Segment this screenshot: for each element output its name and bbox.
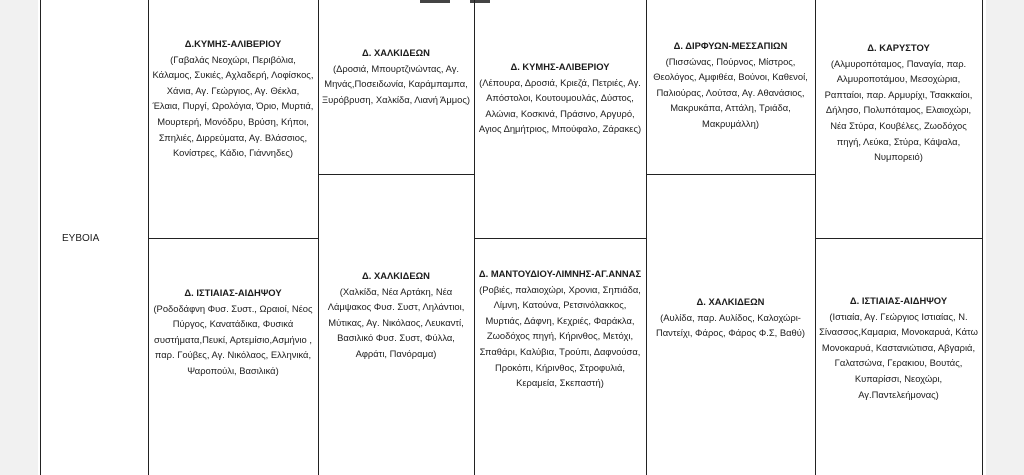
cell-col2-bottom: [318, 268, 474, 362]
places-list: (Ροδοδάφνη Φυσ. Συστ., Ωραιοί, Νέος Πύργος, Κανατάδικα, Φυσικά συστήματα,Πευκί, Αρτεμίσιο,Ασμήνιο , παρ. Γούβες, Αγ. Νικόλαος, Ελληνικά, Ψαροπούλι, Βασιλικά): [153, 302, 313, 376]
places-list: (Δροσιά, Μπουρτζινώντας, Αγ. Μηνάς,Ποσειδωνία, Καράμπαμπα, Ξυρόβρυση, Χαλκίδα, Λιανή Άμμος): [322, 62, 470, 105]
places-list: (Ιστιαία, Αγ. Γεώργιος Ιστιαίας, Ν. Σίνασσος,Καμαρια, Μονοκαρυά, Κάτω Μονοκαρυά, Καστανιώτισα, Αβγαριά, Γαλατσώνα, Γερακιου, Βουτάς, Κυπαρίσσι, Νεοχώρι, Αγ.Παντελεήμονας): [819, 310, 978, 400]
table-border-right: [982, 0, 983, 475]
cell-col1-bottom: [148, 285, 318, 379]
row-divider-col3: [474, 238, 646, 239]
cell-col3-bottom: [474, 266, 646, 391]
places-list: (Πισσώνας, Πούρνος, Μίστρος, Θεολόγος, Αμφιθέα, Βούνοι, Καθενοί, Παλιούρας, Λούτσα, Αγ. Αθανάσιος, Μακρυκάπα, Αττάλη, Τριάδα, Μακρυμάλλη): [653, 55, 808, 129]
municipality-title: Δ. ΜΑΝΤΟΥΔΙΟΥ-ΛΙΜΝΗΣ-ΑΓ.ΑΝΝΑΣ: [478, 268, 642, 279]
cell-col5-bottom: [815, 293, 982, 402]
cell-col2-top: [318, 45, 474, 107]
cell-col3-top: [474, 59, 646, 137]
places-list: (Γαβαλάς Νεοχώρι, Περιβόλια, Κάλαμος, Συκιές, Αχλαδερή, Λοφίσκος, Χάνια, Αγ. Γεώργιος, Αγ. Θέκλα, Έλαια, Πυργί, Ωρολόγια, Όριο, Μυρτιά, Μουρτερή, Μονόδρυ, Βρύση, Κήποι, Σπηλιές, Διρρεύματα, Αγ. Βλάσσιος, Κονίστρες, Κάδιο, Γιάννηδες): [152, 53, 314, 159]
municipality-title: Δ. ΧΑΛΚΙΔΕΩΝ: [362, 270, 430, 281]
municipality-title: Δ.ΚΥΜΗΣ-ΑΛΙΒΕΡΙΟΥ: [184, 38, 282, 49]
row-divider-col1: [148, 238, 318, 239]
header-remnant-right: [470, 0, 490, 3]
cell-col1-top: [148, 36, 318, 161]
cell-col4-top: [646, 38, 815, 132]
municipality-title: Δ. ΔΙΡΦΥΩΝ-ΜΕΣΣΑΠΙΩΝ: [673, 40, 788, 51]
municipality-title: Δ. ΚΑΡΥΣΤΟΥ: [867, 42, 930, 53]
places-list: (Λέπουρα, Δροσιά, Κριεζά, Πετριές, Αγ. Απόστολοι, Κουτουμουλάς, Δύστος, Αλώνια, Κοσκινά, Πράσινο, Αργυρό, Αγιος Δημήτριος, Μπούφαλο, Ζάρακες): [478, 76, 642, 135]
places-list: (Χαλκίδα, Νέα Αρτάκη, Νέα Λάμψακος Φυσ. Συστ, Ληλάντιοι, Μύτικας, Αγ. Νικόλαος, Λευκαντί, Βασιλικό Φυσ. Συστ, Φύλλα, Αφράτι, Πανόραμα): [327, 285, 465, 359]
places-list: (Ροβιές, παλαιοχώρι, Χρονια, Σηπιάδα, Λίμνη, Κατούνα, Ρετσινόλακκος, Μυρτιάς, Δάφνη, Κεχριές, Φαράκλα, Ζωοδόχος πηγή, Κήρινθος, Μετόχι, Σπαθάρι, Καλύβια, Τρούπι, Δαφνούσα, Προκόπι, Κήρινθος, Στροφυλιά, Κεραμεία, Σκεπαστή): [479, 283, 641, 389]
region-label: ΕΥΒΟΙΑ: [62, 233, 100, 244]
municipality-title: Δ. ΚΥΜΗΣ-ΑΛΙΒΕΡΙΟΥ: [510, 61, 610, 72]
municipality-title: Δ. ΙΣΤΙΑΙΑΣ-ΑΙΔΗΨΟΥ: [184, 287, 282, 298]
header-remnant-left: [420, 0, 450, 3]
row-divider-col4: [646, 174, 815, 175]
municipality-title: Δ. ΙΣΤΙΑΙΑΣ-ΑΙΔΗΨΟΥ: [849, 295, 948, 306]
places-list: (Αυλίδα, παρ. Αυλίδος, Καλοχώρι-Παντείχι, Φάρος, Φάρος Φ.Σ, Βαθύ): [655, 311, 806, 339]
cell-col5-top: [815, 40, 982, 165]
cell-col4-bottom: [646, 294, 815, 341]
row-divider-col5: [815, 238, 982, 239]
row-divider-col2: [318, 174, 474, 175]
municipality-title: Δ. ΧΑΛΚΙΔΕΩΝ: [696, 296, 765, 307]
municipality-title: Δ. ΧΑΛΚΙΔΕΩΝ: [362, 47, 430, 58]
places-list: (Αλμυροπόταμος, Παναγία, παρ. Αλμυροποτάμου, Μεσοχώρια, Ραπταίοι, παρ. Αρμυρίχι, Τσακκαίοι, Δήλησο, Πολυπόταμος, Ελαιοχώρι, Νέα Στύρα, Κουβέλες, Ζωοδόχος πηγή, Λεύκα, Στύρα, Κάψαλα, Νυμπορειό): [824, 57, 973, 163]
